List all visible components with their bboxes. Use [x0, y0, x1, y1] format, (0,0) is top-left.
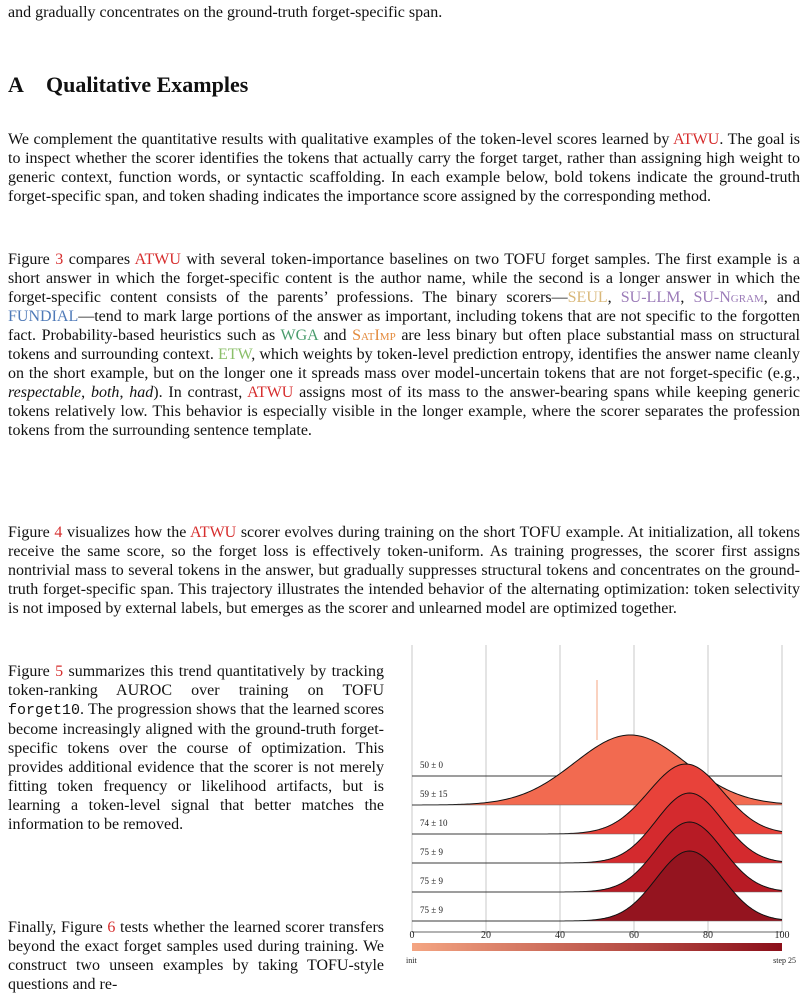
x-tick-label-60: 60	[629, 930, 639, 941]
p3-figure-word: Figure	[8, 524, 55, 541]
p4-text-2: . The progression shows that the learned scores become increasingly aligned with the ground-truth forget-specific tokens over the course of optimization. This provides additional evidence that the scorer is not merely fitting token frequency or likelihood artifacts, but is learning a token-level signal that better matches the information to be removed.	[8, 701, 384, 833]
row-label-1: 59 ± 15	[420, 789, 448, 799]
figure-4-link[interactable]: 4	[54, 524, 63, 541]
p2-comma-2: ,	[119, 384, 130, 401]
p4-figure-word: Figure	[8, 663, 56, 680]
p5-text-0: Finally,	[8, 919, 61, 936]
section-title: Qualitative Examples	[46, 72, 249, 97]
p5-text-1: tests whether the learned scorer transfers beyond the exact forget samples used during training. We construct two unseen examples by taking TOFU-style questions and re-	[8, 919, 385, 993]
p2-sep-1: ,	[607, 289, 621, 306]
p2-figure-word: Figure	[8, 251, 56, 268]
p1-text-2: . The goal is to inspect whether the scorer identifies the tokens that actually carry the forget target, rather than assigning high weight to generic context, function words, or syntactic scaffolding. In each example below, bold tokens indicate the ground-truth forget-specific span, and token shading indicates the importance score assigned by the corresponding method.	[8, 131, 801, 205]
row-label-3: 75 ± 9	[420, 847, 443, 857]
x-tick-label-40: 40	[555, 930, 565, 941]
paragraph-figure-6	[8, 918, 384, 994]
x-tick-label-100: 100	[774, 930, 790, 941]
p1-text-1: We complement the quantitative results with qualitative examples of the token-level scores learned by	[8, 131, 674, 148]
p3-method-link[interactable]: ATWU	[190, 524, 237, 541]
fundial-link[interactable]: FUNDIAL	[8, 308, 79, 325]
example-respectable: respectable	[8, 384, 82, 401]
p1-method-link[interactable]: ATWU	[673, 131, 720, 148]
p3-text-2: scorer evolves during training on the short TOFU example. At initialization, all tokens receive the same score, so the forget loss is effectively token-uniform. As training progresses, the scorer first assigns nontrivial mass to several tokens in the answer, but gradually suppresses structural tokens and concentrates on the ground-truth forget-specific span. This trajectory illustrates the intended behavior of the alternating optimization: token selectivity is not imposed by external labels, but emerges as the scorer and unlearned model are optimized together.	[8, 524, 801, 617]
etw-link[interactable]: ETW	[218, 346, 252, 363]
paragraph-figure-5	[8, 662, 384, 834]
p2-sep-3: , and	[763, 289, 801, 306]
row-label-2: 74 ± 10	[420, 818, 448, 828]
figure-5-link[interactable]: 5	[55, 663, 64, 680]
paragraph-intro	[8, 130, 800, 206]
x-tick-label-20: 20	[481, 930, 491, 941]
x-tick-label-80: 80	[703, 930, 713, 941]
figure-3-link[interactable]: 3	[55, 251, 64, 268]
p2-method-link-2[interactable]: ATWU	[247, 384, 294, 401]
example-both: both	[90, 384, 120, 401]
paragraph-figure-3	[8, 250, 800, 440]
p5-figure-word: Figure	[60, 919, 108, 936]
forget10-code: forget10	[8, 702, 81, 719]
ridge-area-1	[412, 735, 782, 805]
su-ngram-link[interactable]: SU-Ngram	[693, 289, 764, 306]
intro-line: and gradually concentrates on the ground-truth forget-specific span.	[8, 4, 443, 21]
auroc-ridgeline-figure	[400, 640, 808, 970]
row-label-4: 75 ± 9	[420, 876, 443, 886]
colorbar-left-label: init	[406, 956, 417, 965]
ridgeline-chart	[400, 640, 808, 970]
p2-text-4: and	[317, 327, 353, 344]
satimp-link[interactable]: SatImp	[352, 327, 396, 344]
x-tick-label-0: 0	[409, 930, 415, 941]
figure-6-link[interactable]: 6	[107, 919, 116, 936]
section-heading	[8, 72, 248, 98]
section-number: A	[8, 72, 24, 97]
p2-text-5: are less binary but often place substantial mass on structural tokens and surrounding context.	[8, 327, 801, 363]
p4-text-1: summarizes this trend quantitatively by tracking token-ranking AUROC over training on TOFU	[8, 663, 384, 699]
example-had: had	[129, 384, 154, 401]
seul-link[interactable]: SEUL	[567, 289, 608, 306]
row-label-5: 75 ± 9	[420, 905, 443, 915]
p2-method-link[interactable]: ATWU	[134, 251, 181, 268]
p2-text-6: , which weights by token-level prediction entropy, identifies the answer name cleanly on the short example, but on the longer one it spreads mass over model-uncertain tokens that are not forget-specific (e.g.,	[8, 346, 801, 382]
row-label-0: 50 ± 0	[420, 760, 443, 770]
wga-link[interactable]: WGA	[280, 327, 318, 344]
p2-text-7: ). In contrast,	[153, 384, 248, 401]
p2-sep-2: ,	[680, 289, 694, 306]
p2-text-3: —tend to mark large portions of the answer as important, including tokens that are not specific to the forgotten fact. Probability-based heuristics such as	[8, 308, 800, 344]
p2-text-1: compares	[63, 251, 135, 268]
colorbar	[412, 943, 782, 951]
p2-comma-1: ,	[81, 384, 91, 401]
su-llm-link[interactable]: SU-LLM	[620, 289, 681, 306]
paragraph-figure-4	[8, 523, 800, 618]
p3-text-1: visualizes how the	[62, 524, 191, 541]
p2-text-8: assigns most of its mass to the answer-bearing spans while keeping generic tokens relatively low. This behavior is especially visible in the longer example, where the scorer separates the profession tokens from the surrounding sentence template.	[8, 384, 801, 439]
p2-text-2: with several token-importance baselines on two TOFU forget samples. The first example is a short answer in which the forget-specific content is the author name, while the second is a longer answer in which the forget-specific content consists of the parents’ professions. The binary scorers—	[8, 251, 800, 306]
colorbar-right-label: step 25	[773, 956, 796, 965]
